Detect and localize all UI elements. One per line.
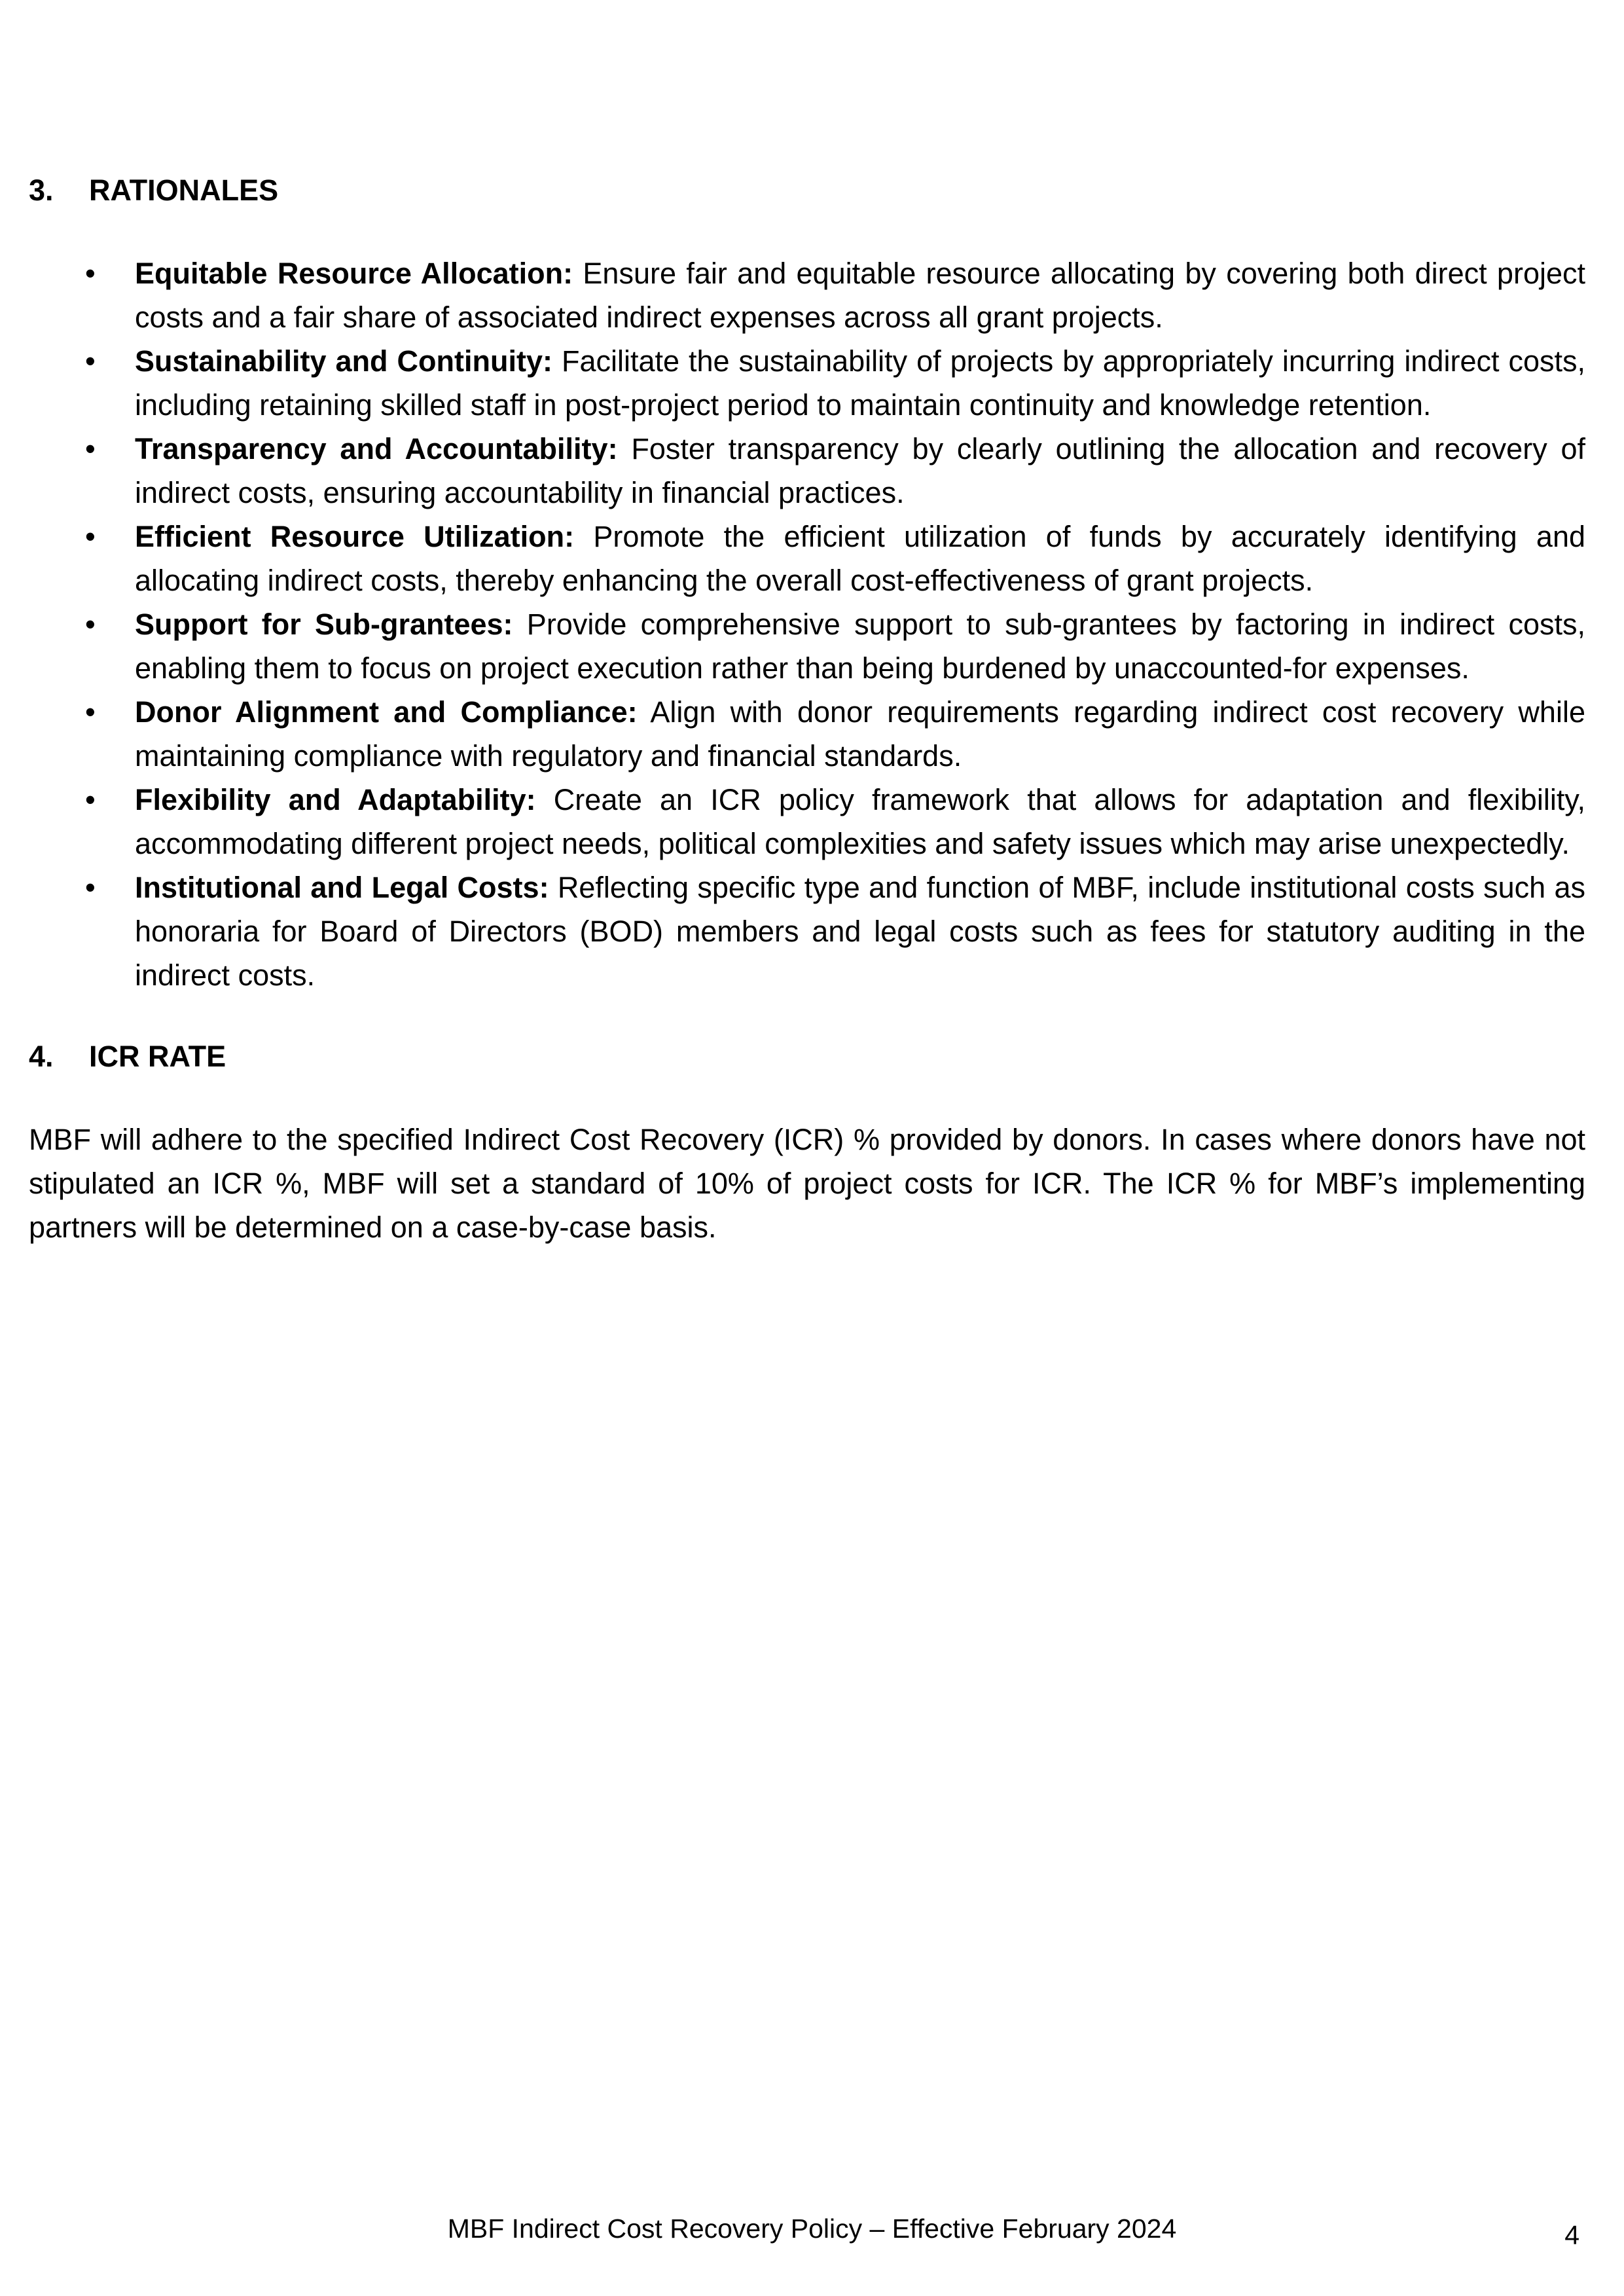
footer-text: MBF Indirect Cost Recovery Policy – Effective February 2024 (447, 2214, 1177, 2244)
section-rationales (29, 169, 1585, 997)
list-item (85, 251, 1585, 339)
list-item (85, 602, 1585, 690)
item-text: Facilitate the sustainability of projects by appropriately incurring indirect costs, including retaining skilled staff in post-project period to maintain continuity and knowledge retention. (135, 344, 1585, 422)
item-text: Create an ICR policy framework that allows for adaptation and flexibility, accommodating different project needs, political complexities and safety issues which may arise unexpectedly. (135, 783, 1585, 860)
section-title: ICR RATE (89, 1040, 226, 1073)
bullet-icon: • (85, 783, 96, 816)
bullet-icon: • (85, 695, 96, 729)
item-text: Foster transparency by clearly outlining the allocation and recovery of indirect costs, ensuring accountability in financial practices. (135, 432, 1585, 509)
page-footer (0, 2209, 1624, 2261)
list-item (85, 690, 1585, 778)
item-lead: Sustainability and Continuity: (135, 344, 552, 378)
item-text: Ensure fair and equitable resource allocating by covering both direct project costs and a fair share of associated indirect expenses across all grant projects. (135, 257, 1585, 334)
list-item (85, 515, 1585, 602)
item-text: Reflecting specific type and function of MBF, include institutional costs such as honoraria for Board of Directors (BOD) members and legal costs such as fees for statutory auditing in the indirect costs. (135, 871, 1585, 992)
section-heading (29, 1035, 1585, 1078)
section-title: RATIONALES (89, 173, 279, 207)
item-lead: Efficient Resource Utilization: (135, 520, 575, 553)
item-lead: Transparency and Accountability: (135, 432, 618, 465)
rationales-list (85, 251, 1585, 997)
icr-rate-paragraph: MBF will adhere to the specified Indirect Cost Recovery (ICR) % provided by donors. In cases where donors have not stipulated an ICR %, MBF will set a standard of 10% of project costs for ICR. The ICR % for MBF’s implementing partners will be determined on a case-by-case basis. (29, 1123, 1585, 1244)
list-item (85, 866, 1585, 997)
item-lead: Donor Alignment and Compliance: (135, 695, 638, 729)
bullet-icon: • (85, 520, 96, 553)
page-number: 4 (1564, 2220, 1579, 2250)
item-lead: Equitable Resource Allocation: (135, 257, 573, 290)
bullet-icon: • (85, 257, 96, 290)
section-number: 4. (29, 1040, 54, 1073)
bullet-icon: • (85, 432, 96, 465)
list-item (85, 339, 1585, 427)
item-text: Promote the efficient utilization of funds by accurately identifying and allocating indirect costs, thereby enhancing the overall cost-effectiveness of grant projects. (135, 520, 1585, 597)
section-heading (29, 169, 1585, 212)
list-item (85, 778, 1585, 866)
item-text: Align with donor requirements regarding indirect cost recovery while maintaining compliance with regulatory and financial standards. (135, 695, 1585, 773)
item-lead: Support for Sub-grantees: (135, 608, 513, 641)
bullet-icon: • (85, 608, 96, 641)
item-lead: Institutional and Legal Costs: (135, 871, 549, 904)
page-content (29, 169, 1585, 1249)
bullet-icon: • (85, 871, 96, 904)
item-lead: Flexibility and Adaptability: (135, 783, 536, 816)
section-number: 3. (29, 173, 54, 207)
section-icr-rate (29, 1035, 1585, 1249)
bullet-icon: • (85, 344, 96, 378)
item-text: Provide comprehensive support to sub-grantees by factoring in indirect costs, enabling them to focus on project execution rather than being burdened by unaccounted-for expenses. (135, 608, 1585, 685)
list-item (85, 427, 1585, 515)
